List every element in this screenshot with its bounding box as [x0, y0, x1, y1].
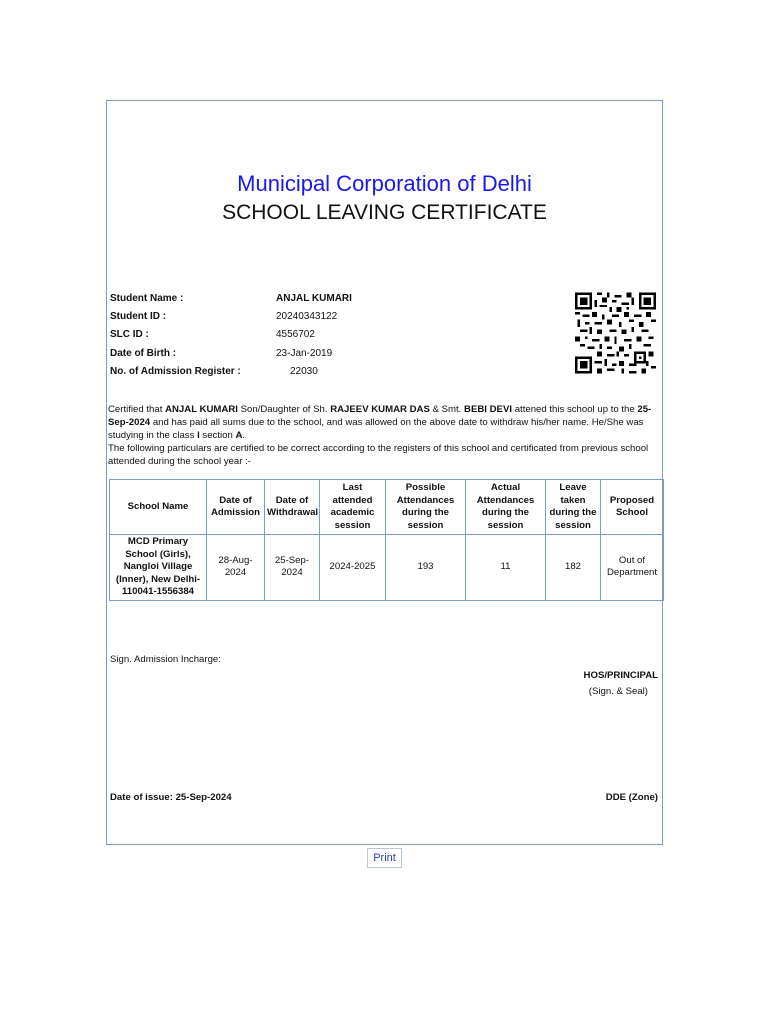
info-row-student-id	[110, 307, 352, 325]
organization-title: Municipal Corporation of Delhi	[237, 171, 532, 196]
student-info-table	[110, 289, 352, 380]
certificate-title: SCHOOL LEAVING CERTIFICATE	[222, 201, 547, 224]
statement-mother-name: BEBI DEVI	[464, 404, 513, 415]
info-label: SLC ID :	[110, 329, 149, 341]
info-value: 23-Jan-2019	[276, 347, 333, 359]
statement-text: Certified that	[108, 404, 163, 415]
table-cell: 11	[466, 535, 546, 601]
info-label: Student ID :	[110, 310, 167, 322]
certificate	[106, 100, 663, 845]
column-header: Possible Attendances during the session	[386, 480, 466, 535]
statement-leaving-date: 25-Sep-2024	[108, 404, 652, 428]
info-label: Student Name :	[110, 292, 184, 304]
issue-date: Date of issue: 25-Sep-2024	[110, 792, 232, 803]
statement-text: section	[202, 430, 233, 441]
statement-class: I	[197, 430, 200, 441]
statement-text: attened this school up to the	[514, 404, 635, 415]
admission-incharge-signature: Sign. Admission Incharge:	[110, 654, 221, 665]
table-header-row	[110, 480, 664, 535]
column-header: Actual Attendances during the session	[466, 480, 546, 535]
attendance-table	[109, 479, 664, 601]
statement-father-name: RAJEEV KUMAR DAS	[330, 404, 430, 415]
info-value: 4556702	[276, 329, 315, 341]
info-row-student-name	[110, 289, 352, 307]
column-header: Date of Withdrawal	[265, 480, 320, 535]
column-header: Leave taken during the session	[546, 480, 601, 535]
column-header: Proposed School	[601, 480, 664, 535]
statement-section: A	[235, 430, 243, 441]
statement-text: & Smt.	[432, 404, 462, 415]
statement-text: .	[242, 430, 246, 441]
qr-code	[575, 291, 656, 375]
print-button[interactable]: Print	[367, 848, 402, 868]
principal-label: HOS/PRINCIPAL	[583, 670, 658, 681]
info-value: ANJAL KUMARI	[276, 292, 352, 304]
statement-particulars: The following particulars are certified to be correct according to the registers of this school and certificated from previous school attended during the school year :-	[108, 443, 649, 467]
info-row-dob	[110, 344, 352, 362]
statement-student-name: ANJAL KUMARI	[165, 404, 238, 415]
table-cell: Out of Department	[601, 535, 664, 601]
statement-text: and has paid all sums due to the school, and was allowed on the above date to withdraw his/her name. He/She was studying in the class	[108, 417, 644, 441]
table-cell: 2024-2025	[320, 535, 386, 601]
dde-zone-label: DDE (Zone)	[605, 792, 658, 803]
column-header: Last attended academic session	[320, 480, 386, 535]
info-label: Date of Birth :	[110, 347, 177, 359]
info-row-admission-register	[110, 362, 352, 380]
info-value: 20240343122	[276, 310, 338, 322]
table-cell: 28-Aug-2024	[207, 535, 265, 601]
statement-text: Son/Daughter of Sh.	[240, 404, 328, 415]
sign-seal-label: (Sign. & Seal)	[588, 686, 648, 697]
table-cell: 25-Sep-2024	[265, 535, 320, 601]
certificate-statement	[108, 403, 660, 468]
info-label: No. of Admission Register :	[110, 365, 241, 377]
table-cell: 193	[386, 535, 466, 601]
info-row-slc-id	[110, 326, 352, 344]
info-value: 22030	[290, 365, 318, 377]
column-header: Date of Admission	[207, 480, 265, 535]
table-cell: 182	[546, 535, 601, 601]
table-cell: MCD Primary School (Girls), Nangloi Village (Inner), New Delhi-110041-1556384	[110, 535, 207, 601]
table-row	[110, 535, 664, 601]
column-header: School Name	[110, 480, 207, 535]
